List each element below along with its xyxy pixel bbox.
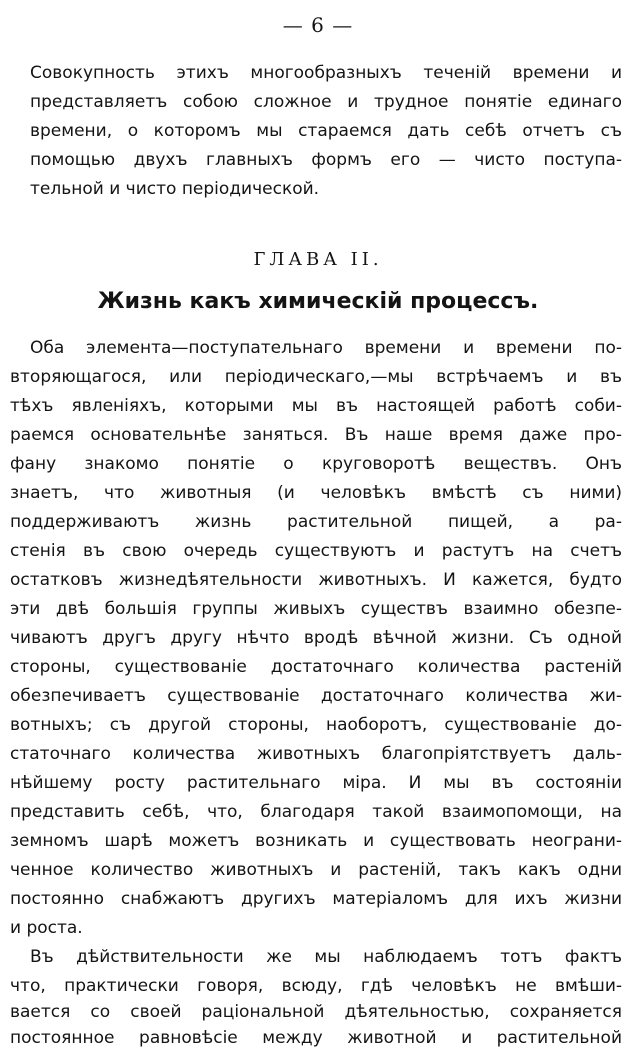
text-line: Оба элемента—поступательнаго времени и времени по- [30, 338, 622, 358]
text-line: постоянное равновѣсіе между животной и растительной [10, 1028, 622, 1048]
text-line: и роста. [10, 918, 83, 938]
text-line: представить себѣ, что, благодаря такой взаимопомощи, на [10, 802, 622, 822]
text-line: эти двѣ большія группы живыхъ существъ взаимно обезпе- [10, 599, 622, 619]
text-line: обезпечиваетъ существованіе достаточнаго количества жи- [10, 686, 622, 706]
chapter-title: Жизнь какъ химическій процессъ. [97, 289, 539, 314]
text-line: тельной и чисто періодической. [30, 179, 320, 199]
text-line: земномъ шарѣ можетъ возникать и существовать неограни- [10, 831, 622, 851]
text-line: тѣхъ явленіяхъ, которыми мы въ настоящей работѣ соби- [10, 396, 622, 416]
text-line: стороны, существованіе достаточнаго количества растеній [10, 657, 622, 677]
text-line: вторяющагося, или періодическаго,—мы встрѣчаемъ и въ [10, 367, 622, 387]
text-line: Совокупность этихъ многообразныхъ теченій времени и [30, 63, 622, 83]
text-line: статочнаго количества животныхъ благопріятствуетъ даль- [10, 744, 622, 764]
text-line: остатковъ жизнедѣятельности животныхъ. И кажется, будто [10, 570, 622, 590]
text-line: постоянно снабжаютъ другихъ матеріаломъ для ихъ жизни [10, 889, 622, 909]
text-line: нѣйшему росту растительнаго міра. И мы въ состояніи [10, 773, 622, 793]
text-line: знаетъ, что животныя (и человѣкъ вмѣстѣ съ ними) [10, 483, 622, 503]
text-line: вотныхъ; съ другой стороны, наоборотъ, существованіе до- [10, 715, 622, 735]
text-line: поддерживаютъ жизнь растительной пищей, а ра- [10, 512, 622, 532]
page-number: — 6 — [282, 13, 354, 37]
chapter-heading: ГЛАВА II. [253, 249, 383, 270]
text-line: ченное количество животныхъ и растеній, такъ какъ одни [10, 860, 622, 880]
text-line: представляетъ собою сложное и трудное понятіе единаго [30, 92, 622, 112]
text-line: Въ дѣйствительности же мы наблюдаемъ тотъ фактъ [30, 947, 622, 967]
text-line: стенія въ свою очередь существуютъ и растутъ на счетъ [10, 541, 622, 561]
text-line: помощью двухъ главныхъ формъ его — чисто поступа- [30, 150, 622, 170]
text-line: раемся основательнѣе заняться. Въ наше время даже про- [10, 425, 622, 445]
text-line: чиваютъ другъ другу нѣчто вродѣ вѣчной жизни. Съ одной [10, 628, 622, 648]
text-line: фану знакомо понятіе о круговоротѣ веществъ. Онъ [10, 454, 622, 474]
text-line: вается со своей раціональной дѣятельностью, сохраняется [10, 1002, 622, 1022]
text-line: времени, о которомъ мы стараемся дать себѣ отчетъ съ [30, 121, 622, 141]
text-line: что, практически говоря, всюду, гдѣ человѣкъ не вмѣши- [10, 976, 622, 996]
